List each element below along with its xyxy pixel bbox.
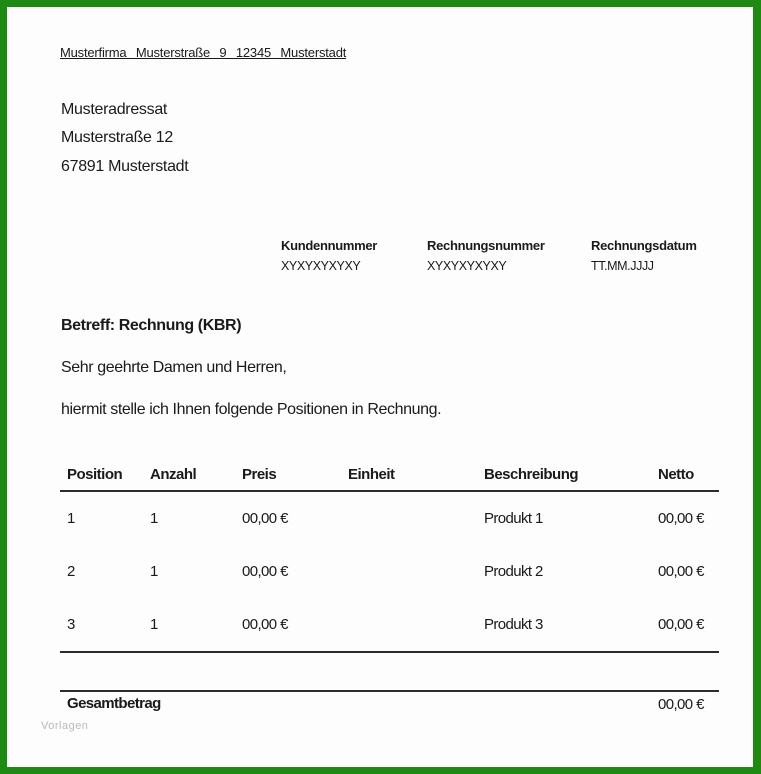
invoice-number-value: XYXYXYXYXY [427, 259, 507, 273]
invoice-date-value: TT.MM.JJJJ [591, 259, 654, 273]
header-beschreibung: Beschreibung [484, 466, 579, 483]
cell-beschreibung: Produkt 2 [484, 563, 543, 580]
header-preis: Preis [242, 466, 277, 483]
customer-number-label: Kundennummer [281, 238, 378, 253]
cell-beschreibung: Produkt 3 [484, 616, 543, 633]
header-anzahl: Anzahl [150, 466, 197, 483]
header-rule [60, 490, 719, 492]
customer-number-value: XYXYXYXYXY [281, 259, 361, 273]
cell-position: 1 [67, 510, 75, 527]
cell-preis: 00,00 € [242, 563, 288, 580]
header-netto: Netto [658, 466, 694, 483]
cell-netto: 00,00 € [658, 563, 704, 580]
cell-netto: 00,00 € [658, 616, 704, 633]
total-value: 00,00 € [658, 696, 704, 713]
intro-text: hiermit stelle ich Ihnen folgende Positionen in Rechnung. [61, 401, 442, 418]
salutation: Sehr geehrte Damen und Herren, [61, 359, 287, 376]
recipient-street: Musterstraße 12 [61, 129, 173, 146]
watermark: Vorlagen [41, 720, 89, 732]
cell-anzahl: 1 [150, 563, 158, 580]
invoice-number-label: Rechnungsnummer [427, 238, 545, 253]
cell-preis: 00,00 € [242, 616, 288, 633]
sender-line: Musterfirma Musterstraße 9 12345 Musterstadt [60, 45, 347, 60]
recipient-city: 67891 Musterstadt [61, 158, 189, 175]
invoice-date-label: Rechnungsdatum [591, 238, 697, 253]
subject-line: Betreff: Rechnung (KBR) [61, 317, 242, 334]
cell-beschreibung: Produkt 1 [484, 510, 543, 527]
total-label: Gesamtbetrag [67, 695, 161, 712]
cell-preis: 00,00 € [242, 510, 288, 527]
cell-anzahl: 1 [150, 510, 158, 527]
rows-end-rule [60, 651, 719, 653]
cell-anzahl: 1 [150, 616, 158, 633]
header-position: Position [67, 466, 123, 483]
invoice-page [7, 7, 753, 767]
recipient-name: Musteradressat [61, 101, 168, 118]
cell-position: 3 [67, 616, 75, 633]
cell-position: 2 [67, 563, 75, 580]
cell-netto: 00,00 € [658, 510, 704, 527]
header-einheit: Einheit [348, 466, 395, 483]
total-rule [60, 690, 719, 692]
